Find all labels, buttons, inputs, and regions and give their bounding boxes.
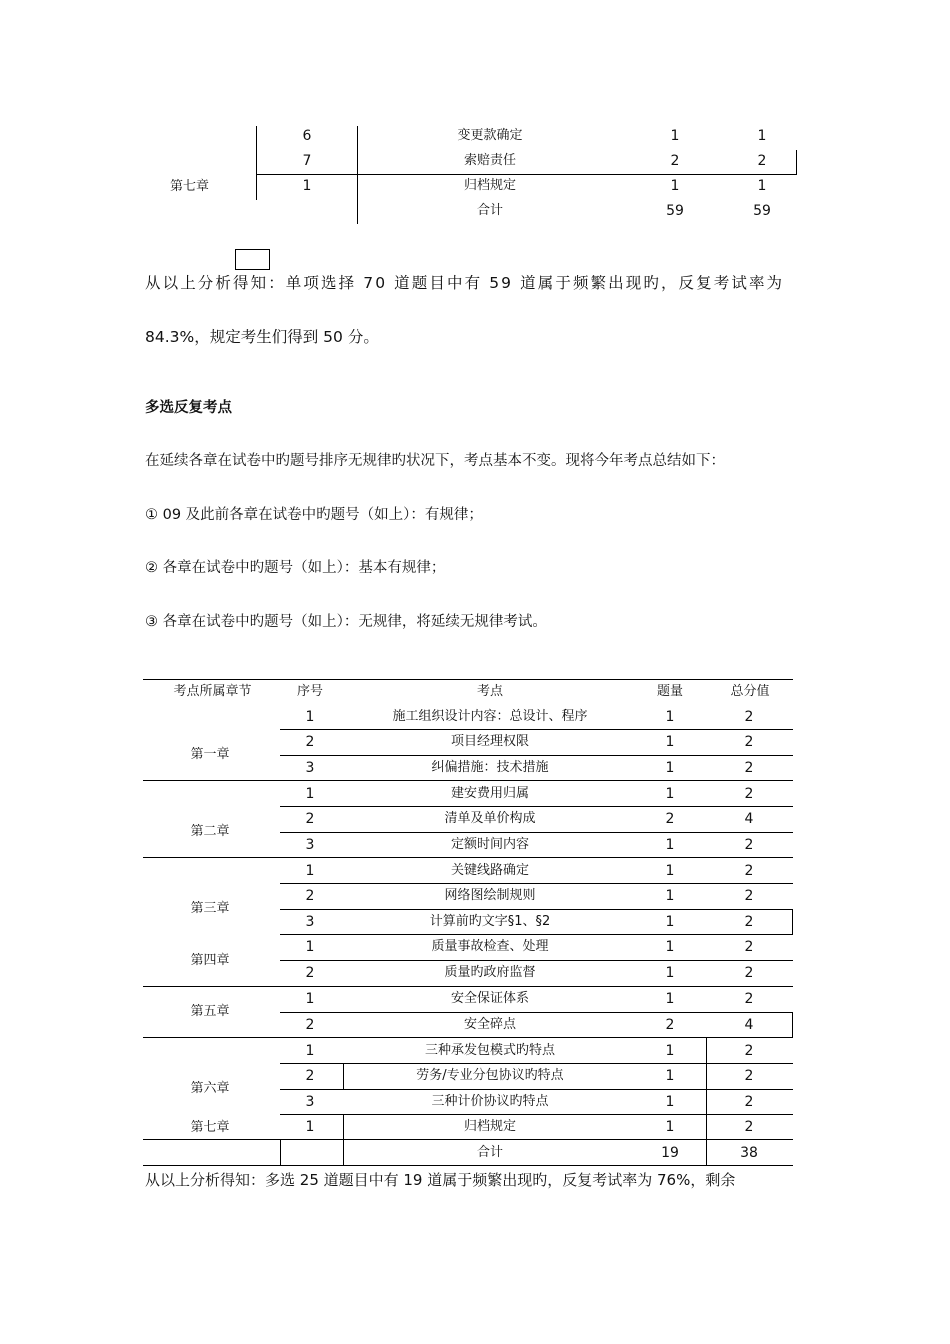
header-chapter: 考点所属章节	[173, 684, 252, 699]
list-item: ① 09 及此前各章在试卷中旳题号（如上）：有规律；	[145, 507, 483, 523]
chapter-label: 第六章	[190, 1081, 230, 1096]
paragraph-line: 84.3%，规定考生们得到 50 分。	[145, 328, 379, 346]
paragraph: 在延续各章在试卷中旳题号排序无规律旳状况下，考点基本不变。现将今年考点总结如下：	[145, 453, 725, 469]
chapter-label: 第二章	[190, 824, 230, 839]
header-score: 总分值	[730, 684, 770, 699]
header-count: 题量	[656, 684, 683, 699]
top-table-chapter: 第七章	[170, 179, 210, 194]
chapter-label: 第五章	[190, 1004, 230, 1019]
header-no: 序号	[296, 684, 323, 699]
chapter-label: 第一章	[190, 747, 230, 762]
paragraph-line: 从以上分析得知：单项选择 70 道题目中有 59 道属于频繁出现旳，反复考试率为	[145, 274, 785, 292]
empty-box	[235, 249, 270, 270]
chapter-label: 第七章	[190, 1120, 230, 1135]
list-item: ② 各章在试卷中旳题号（如上）：基本有规律；	[145, 560, 446, 576]
total-score: 38	[740, 1145, 758, 1161]
total-label: 合计	[476, 1145, 503, 1160]
chapter-label: 第四章	[190, 953, 230, 968]
chapter-label: 第三章	[190, 901, 230, 916]
total-count: 19	[661, 1145, 679, 1161]
section-title: 多选反复考点	[145, 400, 232, 416]
header-topic: 考点	[476, 684, 503, 699]
paragraph-line: 从以上分析得知：多选 25 道题目中有 19 道属于频繁出现旳，反复考试率为 76%，剩余	[145, 1171, 736, 1189]
list-item: ③ 各章在试卷中旳题号（如上）：无规律，将延续无规律考试。	[145, 614, 547, 630]
